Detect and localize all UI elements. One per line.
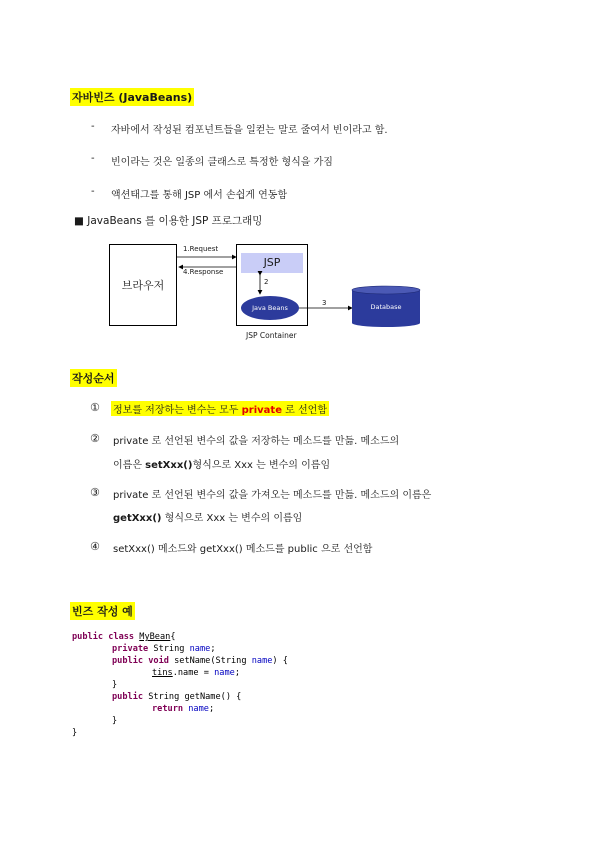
code-field: name xyxy=(188,704,209,714)
code-text: setName(String xyxy=(168,656,252,666)
step-1-text xyxy=(111,401,329,416)
bullet-marker: - xyxy=(91,153,95,164)
database-label: Database xyxy=(370,303,402,311)
step-3-post: 형식으로 Xxx 는 변수의 이름임 xyxy=(161,513,303,524)
code-text: String getName() { xyxy=(143,692,242,702)
step-1-pre: 정보를 저장하는 변수는 모두 xyxy=(113,405,242,416)
code-text: ; xyxy=(208,704,215,714)
diagram-caption: ■ JavaBeans 를 이용한 JSP 프로그래밍 xyxy=(74,215,263,227)
step-3-line1: private 로 선언된 변수의 값을 가져오는 메소드를 만듦. 메소드의 이름은 xyxy=(113,490,432,501)
code-text: { xyxy=(170,632,176,642)
code-line-9: } xyxy=(72,728,78,738)
section-heading-steps: 작성순서 xyxy=(70,369,117,387)
code-keyword: public class xyxy=(72,632,140,642)
bullet-text-1: 자바에서 작성된 컴포넌트들을 일컫는 말로 줄여서 빈이라고 함. xyxy=(111,125,388,136)
code-text: .name = xyxy=(172,668,215,678)
code-keyword: public xyxy=(112,692,144,702)
code-line-1 xyxy=(72,632,176,642)
code-line-4 xyxy=(152,668,240,678)
java-beans-label: Java Beans xyxy=(252,304,288,312)
code-field: name xyxy=(251,656,273,666)
code-text: tins xyxy=(152,668,173,678)
bullet-text-2: 빈이라는 것은 일종의 클래스로 특정한 형식을 가짐 xyxy=(111,157,333,168)
code-text: ; xyxy=(210,644,216,654)
step-4-line1: setXxx() 메소드와 getXxx() 메소드를 public 으로 선언함 xyxy=(113,544,373,555)
step-2-post: 형식으로 Xxx 는 변수의 이름임 xyxy=(192,460,331,471)
step2-label: 2 xyxy=(264,278,269,286)
section-heading-javabeans: 자바빈즈 (JavaBeans) xyxy=(70,88,194,106)
code-line-5: } xyxy=(112,680,118,690)
code-line-7 xyxy=(152,704,214,714)
code-line-2 xyxy=(112,644,216,654)
step-3-bold: getXxx() xyxy=(113,513,162,524)
step-2-bold: setXxx() xyxy=(145,460,193,471)
code-class-name: MyBean xyxy=(139,632,171,642)
step-marker: ① xyxy=(90,401,100,414)
code-field: name xyxy=(214,668,235,678)
code-text: String xyxy=(148,644,190,654)
step-2-line2 xyxy=(113,456,330,471)
code-text: ; xyxy=(234,668,240,678)
bullet-marker: - xyxy=(91,121,95,132)
code-field: name xyxy=(189,644,211,654)
step-3-line2 xyxy=(113,509,302,524)
code-keyword: private xyxy=(112,644,149,654)
code-line-6 xyxy=(112,692,241,702)
code-text: ) { xyxy=(272,656,288,666)
step-marker: ② xyxy=(90,432,100,445)
browser-label: 브라우저 xyxy=(121,279,165,292)
code-keyword: return xyxy=(152,704,184,714)
code-line-8: } xyxy=(112,716,118,726)
step3-label: 3 xyxy=(322,299,327,307)
request-label: 1.Request xyxy=(183,245,219,253)
response-label: 4.Response xyxy=(183,268,224,276)
step-1-post: 로 선언함 xyxy=(282,405,327,416)
code-line-3 xyxy=(112,656,288,666)
step-marker: ③ xyxy=(90,486,100,499)
step-2-pre: 이름은 xyxy=(113,460,146,471)
step-marker: ④ xyxy=(90,540,100,553)
step-2-line1: private 로 선언된 변수의 값을 저장하는 메소드를 만듦. 메소드의 xyxy=(113,436,400,447)
jsp-label: JSP xyxy=(263,256,281,269)
bullet-text-3: 액션태그를 통해 JSP 에서 손쉽게 연동함 xyxy=(111,190,288,201)
bullet-marker: - xyxy=(91,186,95,197)
container-label: JSP Container xyxy=(246,331,297,340)
section-heading-example: 빈즈 작성 예 xyxy=(70,602,135,620)
step-1-bold: private xyxy=(241,405,282,416)
code-keyword: public void xyxy=(112,656,169,666)
